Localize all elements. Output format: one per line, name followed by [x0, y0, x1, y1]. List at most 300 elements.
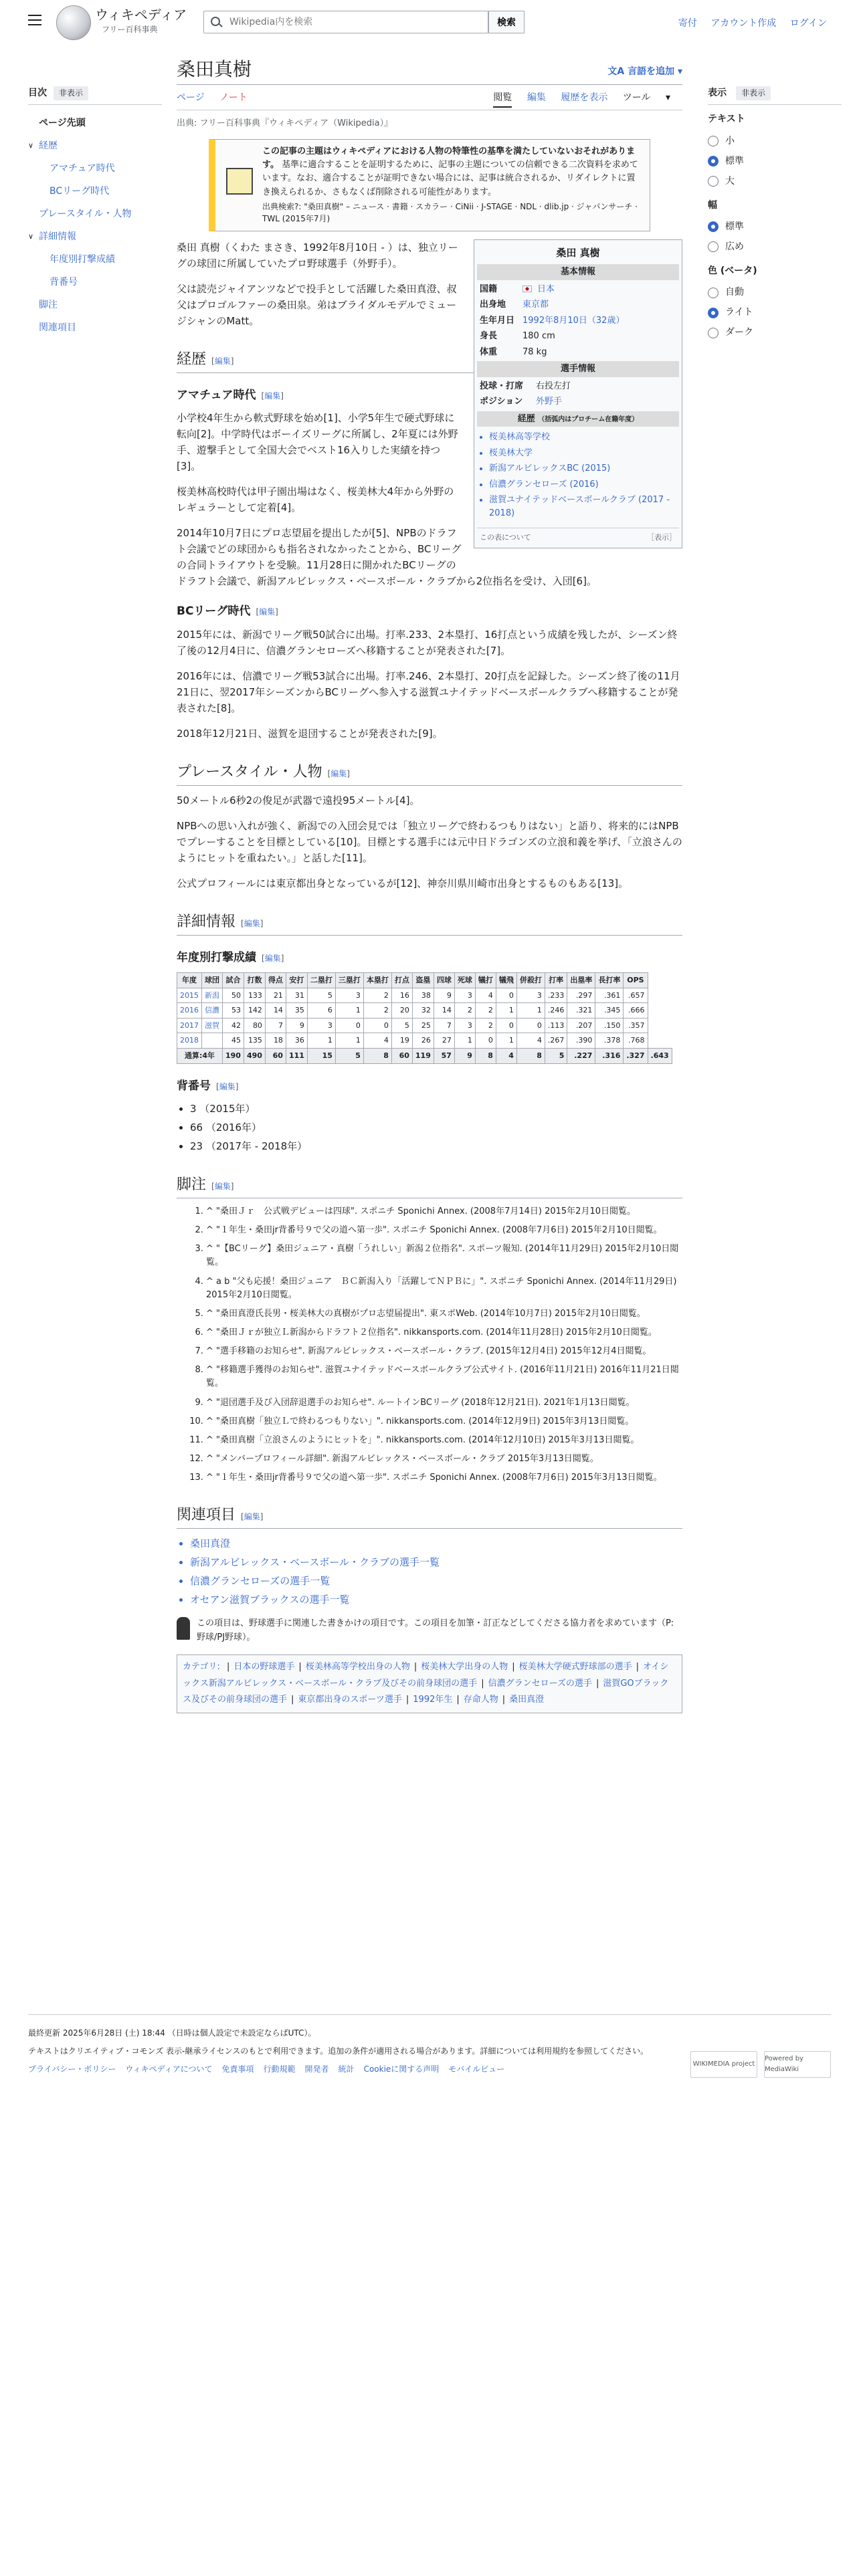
- table-header-cell: 三塁打: [335, 973, 363, 988]
- logo-subtitle: フリー百科事典: [102, 25, 158, 34]
- table-header-cell: 試合: [223, 973, 244, 988]
- related-link[interactable]: • 桑田真澄: [190, 1535, 682, 1551]
- table-cell: 3: [454, 988, 475, 1003]
- reference-list: [177, 1205, 682, 1485]
- table-cell: .267: [545, 1033, 567, 1049]
- table-cell: 1: [307, 1033, 335, 1049]
- table-cell: 1: [496, 1033, 516, 1049]
- list-item: • 66 （2016年）: [190, 1119, 682, 1136]
- table-cell: 38: [412, 988, 434, 1003]
- table-cell: .233: [545, 988, 567, 1003]
- table-cell: .390: [567, 1033, 595, 1049]
- table-cell: 27: [434, 1033, 454, 1049]
- main-content: [177, 58, 682, 1713]
- table-cell: 3: [335, 988, 363, 1003]
- table-header-cell: 犠飛: [496, 973, 516, 988]
- footer-link[interactable]: 開発者: [304, 2064, 329, 2074]
- search-button[interactable]: 検索: [488, 11, 524, 33]
- table-cell: 1: [454, 1033, 475, 1049]
- footer-link[interactable]: モバイルビュー: [448, 2064, 505, 2074]
- toc-item[interactable]: ∨ 経歴: [28, 134, 162, 157]
- toc-item[interactable]: プレースタイル・人物: [39, 209, 132, 220]
- table-cell: 16: [391, 988, 412, 1003]
- appearance-panel: [708, 86, 842, 343]
- category-link[interactable]: 桑田真澄: [509, 1695, 545, 1705]
- text-size-group: [708, 112, 842, 191]
- table-cell: 25: [412, 1018, 434, 1033]
- separator: |: [405, 1695, 409, 1705]
- table-cell[interactable]: 信濃: [202, 1003, 223, 1018]
- separator: |: [502, 1695, 506, 1705]
- category-link[interactable]: 滋賀GOブラックス及びその前身球団の選手: [183, 1678, 669, 1705]
- table-cell: 0: [475, 1033, 496, 1049]
- notability-notice: [209, 139, 650, 231]
- table-cell: .643: [648, 1049, 672, 1064]
- tab-talk[interactable]: ノート: [219, 92, 248, 104]
- heading-career: 経歴 [編集]: [177, 348, 682, 373]
- separator: |: [298, 1662, 302, 1673]
- table-cell: 0: [363, 1018, 391, 1033]
- add-language-button[interactable]: 文A 言語を追加 ▾: [607, 66, 682, 77]
- table-row: [177, 1003, 672, 1018]
- chevron-down-icon[interactable]: ∨: [28, 141, 34, 150]
- table-header-cell: OPS: [624, 973, 648, 988]
- notice-icon: [226, 168, 253, 195]
- table-cell: 4: [475, 988, 496, 1003]
- reference-item[interactable]: 1. ^ "桑田Ｊｒ 公式戦デビューは四球". スポニチ Sponichi Annex. (2008年7月14日) 2015年2月10日閲覧。: [206, 1205, 682, 1218]
- table-cell: 5: [307, 988, 335, 1003]
- table-cell: 45: [223, 1033, 244, 1049]
- related-link[interactable]: • 新潟アルビレックス・ベースボール・クラブの選手一覧: [190, 1554, 682, 1570]
- text-size-label: テキスト: [708, 114, 745, 125]
- category-link[interactable]: 桜美林高等学校出身の人物: [305, 1662, 410, 1673]
- translate-icon: 文A: [607, 66, 628, 77]
- table-cell: 1: [496, 1003, 516, 1018]
- heading-details: 詳細情報 [編集]: [177, 910, 682, 936]
- search-box: [203, 11, 488, 33]
- table-header-cell: 出塁率: [567, 973, 595, 988]
- heading-uniform-number: 背番号 [編集]: [177, 1079, 239, 1093]
- table-cell: 4: [363, 1033, 391, 1049]
- table-cell: 8: [516, 1049, 545, 1064]
- table-cell: 490: [244, 1049, 265, 1064]
- table-cell: 4: [516, 1033, 545, 1049]
- toc-title: 目次: [28, 88, 47, 98]
- radio-icon[interactable]: [708, 288, 719, 298]
- bc-paragraph-3: 2018年12月21日、滋賀を退団することが発表された[9]。: [177, 727, 443, 740]
- table-cell: 14: [265, 1003, 286, 1018]
- table-cell: 1: [335, 1003, 363, 1018]
- table-cell: 6: [307, 1003, 335, 1018]
- table-cell: 35: [286, 1003, 307, 1018]
- separator: |: [413, 1662, 417, 1673]
- tab-page[interactable]: ページ: [177, 92, 205, 104]
- table-header-cell: 年度: [177, 973, 202, 988]
- list-item[interactable]: • 信濃グランセローズ (2016): [489, 478, 676, 492]
- text-size-standard[interactable]: 標準: [708, 151, 842, 171]
- table-header-cell: 四球: [434, 973, 454, 988]
- toc-item[interactable]: BCリーグ時代: [50, 186, 110, 197]
- table-cell: 21: [265, 988, 286, 1003]
- infobox-title: 桑田 真樹: [556, 246, 600, 259]
- table-cell[interactable]: 2016: [177, 1003, 202, 1018]
- color-group: [708, 263, 842, 342]
- license-text: テキストはクリエイティブ・コモンズ 表示-継承ライセンスのもとで利用できます。追加の条件が適用される場合があります。詳細については利用規約を参照してください。: [28, 2046, 649, 2056]
- separator: |: [291, 1695, 294, 1705]
- reference-item[interactable]: 13. ^ "１年生・桑田jr背番号９で父の道へ第一歩". スポニチ Sponichi Annex. (2008年7月6日) 2015年3月13日閲覧。: [206, 1471, 682, 1485]
- main-menu-icon[interactable]: [28, 15, 41, 25]
- infobox-about-link[interactable]: この表について: [480, 533, 531, 542]
- table-cell: 2: [475, 1018, 496, 1033]
- width-group: [708, 198, 842, 257]
- color-dark[interactable]: ダーク: [708, 323, 842, 343]
- table-header-cell: 併殺打: [516, 973, 545, 988]
- table-header-cell: 打点: [391, 973, 412, 988]
- table-cell: 0: [516, 1018, 545, 1033]
- category-link[interactable]: 東京都出身のスポーツ選手: [298, 1695, 402, 1705]
- table-cell: 7: [265, 1018, 286, 1033]
- mediawiki-badge[interactable]: Powered by MediaWiki: [764, 2051, 831, 2078]
- tab-history[interactable]: 履歴を表示: [561, 92, 608, 104]
- table-cell: 5: [335, 1049, 363, 1064]
- table-cell: 111: [286, 1049, 307, 1064]
- infobox-career-list: [477, 428, 679, 525]
- radio-selected-icon[interactable]: [708, 308, 719, 318]
- table-cell: .378: [595, 1033, 624, 1049]
- amateur-paragraph-1: 小学校4年生から軟式野球を始め[1]、小学5年生で硬式野球に転向[2]。中学時代はボーイズリーグに所属し、2年夏には外野手、遊撃手として全国大会でベスト16入りした実績を持つ[3]。: [177, 412, 458, 473]
- text-size-large[interactable]: 大: [708, 171, 842, 191]
- radio-icon[interactable]: [708, 328, 719, 338]
- table-cell: .321: [567, 1003, 595, 1018]
- table-cell: .357: [624, 1018, 648, 1033]
- table-of-contents: [28, 86, 162, 339]
- table-cell: 20: [391, 1003, 412, 1018]
- reference-item[interactable]: 7. ^ "選手移籍のお知らせ". 新潟アルビレックス・ベースボール・クラブ. (2015年12月4日) 2015年12月4日閲覧。: [206, 1345, 682, 1358]
- category-link[interactable]: 日本の野球選手: [233, 1662, 295, 1673]
- reference-item[interactable]: 5. ^ "桑田真澄氏長男・桜美林大の真樹がプロ志望届提出". 東スポWeb. (2014年10月7日) 2015年2月10日閲覧。: [206, 1307, 682, 1321]
- tab-edit[interactable]: 編集: [527, 92, 546, 104]
- heading-bc-league: BCリーグ時代 [編集]: [177, 605, 278, 619]
- table-cell: .316: [595, 1049, 624, 1064]
- table-cell[interactable]: 新潟: [202, 988, 223, 1003]
- table-cell: .361: [595, 988, 624, 1003]
- heading-notes: 脚注 [編集]: [177, 1173, 682, 1198]
- table-cell: 36: [286, 1033, 307, 1049]
- bc-paragraph-1: 2015年には、新潟でリーグ戦50試合に出場。打率.233、2本塁打、16打点という成績を残したが、シーズン終了後の12月4日に、信濃グランセローズへ移籍することが発表された[7]。: [177, 628, 678, 657]
- reference-item[interactable]: 11. ^ "桑田真樹「立浪さんのようにヒットを」". nikkansports.com. (2014年12月10日) 2015年3月13日閲覧。: [206, 1434, 682, 1447]
- table-row-total: [177, 1049, 672, 1064]
- toc-item[interactable]: ∨ 詳細情報: [28, 225, 162, 248]
- appearance-title: 表示: [708, 88, 727, 98]
- donate-link[interactable]: 寄付: [678, 18, 697, 29]
- table-cell: 42: [223, 1018, 244, 1033]
- stub-notice: この項目は、野球選手に関連した書きかけの項目です。この項目を加筆・訂正などしてくださる協力者を求めています（P:野球/PJ野球）。: [177, 1617, 682, 1645]
- notice-text: 基準に適合することを証明するために、記事の主題についての信頼できる二次資料を求めています。なお、適合することが証明できない場合には、記事は統合されるか、リダイレクトに置き換えられるか、さもなくば削除される可能性があります。: [262, 160, 638, 197]
- list-item: • 23 （2017年 - 2018年）: [190, 1138, 682, 1154]
- table-cell: 14: [434, 1003, 454, 1018]
- radio-icon[interactable]: [708, 176, 719, 187]
- footer-link[interactable]: ウィキペディアについて: [125, 2064, 213, 2074]
- heading-amateur: アマチュア時代 [編集]: [177, 389, 284, 403]
- width-wide[interactable]: 広め: [708, 237, 842, 257]
- heading-batting-stats: 年度別打撃成績 [編集]: [177, 950, 284, 964]
- infobox: 桑田 真樹 基本情報 国籍 日本 出身地 東京都 生年月日 1992年8月10日（32歳） 身長 180 cm 体重 78 kg 選手情報 投球・打席 右投左打 ポジション 外野手 経歴 （括弧内はプロチーム在籍年度） • 桜美林高等学校 • 桜美林大学 • 新潟アルビレックスBC (2015) • 信濃グランセローズ (2016) • 滋賀ユナイテッドベースボールクラブ (2017 - 2018) この表について ［表示］: [474, 239, 682, 548]
- reference-item[interactable]: 9. ^ "退団選手及び入団辞退選手のお知らせ". ルートインBCリーグ (2018年12月21日). 2021年1月13日閲覧。: [206, 1396, 682, 1410]
- intro-paragraph-2: 父は読売ジャイアンツなどで投手として活躍した桑田真澄、叔父はプロゴルファーの桑田泉。弟はブライダルモデルでミュージシャンのMatt。: [177, 282, 457, 327]
- separator: |: [456, 1695, 460, 1705]
- table-header-cell: 得点: [265, 973, 286, 988]
- separator: |: [481, 1678, 484, 1689]
- table-header-cell: 長打率: [595, 973, 624, 988]
- amateur-paragraph-3: 2014年10月7日にプロ志望届を提出したが[5]、NPBのドラフト会議でどの球団からも指名されなかったことから、BCリーグの合同トライアウトを受験。11月28日に開かれたBCリーグのドラフト会議で、新潟アルビレックス・ベースボール・クラブから2位指名を受け、入団[6]。: [177, 527, 597, 588]
- table-header-cell: 死球: [454, 973, 475, 988]
- create-account-link[interactable]: アカウント作成: [710, 18, 777, 29]
- footer-link[interactable]: 統計: [338, 2064, 355, 2074]
- search-input[interactable]: [228, 14, 449, 30]
- search-icon: [211, 17, 220, 26]
- bc-paragraph-2: 2016年には、信濃でリーグ戦53試合に出場。打率.246、2本塁打、20打点を記録した。シーズン終了後の11月21日に、翌2017年シーズンからBCリーグへ参入する滋賀ユナイテッドベースボールクラブへ移籍することが発表された[8]。: [177, 669, 680, 714]
- heading-play-style: プレースタイル・人物 [編集]: [177, 760, 682, 786]
- table-cell: .207: [567, 1018, 595, 1033]
- table-cell: 9: [434, 988, 454, 1003]
- reference-item[interactable]: 12. ^ "メンバープロフィール詳細". 新潟アルビレックス・ベースボール・クラブ 2015年3月13日閲覧。: [206, 1453, 682, 1466]
- notice-heading: この記事の主題はウィキペディアにおける人物の特筆性の基準を満たしていないおそれがあります。: [262, 146, 636, 171]
- table-header-cell: 打数: [244, 973, 265, 988]
- page-source-note: 出典: フリー百科事典『ウィキペディア（Wikipedia）』: [177, 118, 393, 129]
- table-cell: 5: [545, 1049, 567, 1064]
- table-cell: 60: [265, 1049, 286, 1064]
- footer-link[interactable]: 行動規範: [263, 2064, 296, 2074]
- table-cell: 26: [412, 1033, 434, 1049]
- edit-link[interactable]: 編集: [244, 1512, 260, 1522]
- edit-link[interactable]: 編集: [330, 768, 347, 778]
- user-links: [668, 16, 827, 31]
- toc-item[interactable]: ページ先頭: [39, 118, 86, 129]
- infobox-section-career: 経歴 （括弧内はプロチーム在籍年度）: [477, 411, 679, 427]
- infobox-section-player: 選手情報: [477, 361, 679, 377]
- table-cell: 18: [265, 1033, 286, 1049]
- page-tabs: [177, 90, 682, 110]
- last-updated: 最終更新 2025年6月28日 (土) 18:44 （日時は個人設定で未設定ならばUTC）。: [28, 2028, 316, 2038]
- width-standard[interactable]: 標準: [708, 217, 842, 237]
- table-cell: 0: [335, 1018, 363, 1033]
- radio-selected-icon[interactable]: [708, 156, 719, 167]
- toc-hide-button[interactable]: 非表示: [54, 86, 88, 100]
- style-paragraph-2: NPBへの思い入れが強く、新潟での入団会見では「独立リーグで終わるつもりはない」と語り、将来的にはNPBでプレーすることを目標としている[10]。目標とする選手には元中日ドラゴンズの立浪和義を挙げ、「立浪さんのようにヒットを重ねたい。」と話した[11]。: [177, 819, 682, 864]
- table-cell: 190: [223, 1049, 244, 1064]
- table-cell[interactable]: [202, 1033, 223, 1049]
- reference-item[interactable]: 8. ^ "移籍選手獲得のお知らせ". 滋賀ユナイテッドベースボールクラブ公式サイト. (2016年11月21日) 2016年11月21日閲覧。: [206, 1364, 682, 1390]
- reference-item[interactable]: 10. ^ "桑田真樹「独立Ｌで終わるつもりない」". nikkansports.com. (2014年12月9日) 2015年3月13日閲覧。: [206, 1415, 682, 1428]
- table-cell: 60: [391, 1049, 412, 1064]
- table-cell: 8: [475, 1049, 496, 1064]
- radio-icon[interactable]: [708, 241, 719, 252]
- edit-link[interactable]: 編集: [244, 918, 260, 928]
- table-cell: .768: [624, 1033, 648, 1049]
- categories-label[interactable]: カテゴリ:: [183, 1662, 220, 1673]
- related-link[interactable]: • オセアン滋賀ブラックスの選手一覧: [190, 1592, 682, 1608]
- category-box: [177, 1654, 682, 1713]
- table-cell: 3: [516, 988, 545, 1003]
- table-cell: 5: [391, 1018, 412, 1033]
- category-link[interactable]: 信濃グランセローズの選手: [488, 1678, 592, 1689]
- table-cell: .246: [545, 1003, 567, 1018]
- footer-link[interactable]: 免責事項: [221, 2064, 254, 2074]
- edit-link[interactable]: 編集: [214, 356, 231, 366]
- batting-stats-table: [177, 972, 672, 1064]
- amateur-paragraph-2: 桜美林高校時代は甲子園出場はなく、桜美林大4年から外野のレギュラーとして定着[4]。: [177, 486, 454, 514]
- table-cell: 9: [286, 1018, 307, 1033]
- category-link[interactable]: 桜美林大学出身の人物: [421, 1662, 508, 1673]
- table-cell: 3: [454, 1018, 475, 1033]
- tab-tools[interactable]: ツール ▾: [622, 92, 670, 104]
- table-cell[interactable]: 滋賀: [202, 1018, 223, 1033]
- category-link[interactable]: 桜美林大学硬式野球部の選手: [518, 1662, 632, 1673]
- table-header-cell: 本塁打: [363, 973, 391, 988]
- table-cell: 135: [244, 1033, 265, 1049]
- separator: |: [636, 1662, 640, 1673]
- style-paragraph-1: 50メートル6秒2の俊足が武器で遠投95メートル[4]。: [177, 794, 420, 807]
- edit-link[interactable]: 編集: [214, 1181, 231, 1191]
- table-cell: .227: [567, 1049, 595, 1064]
- related-list: [177, 1535, 682, 1608]
- toc-item[interactable]: 脚注: [39, 300, 58, 311]
- wikipedia-logo-icon[interactable]: [56, 5, 91, 40]
- uniform-number-list: [177, 1101, 682, 1154]
- reference-item[interactable]: 2. ^ "１年生・桑田jr背番号９で父の道へ第一歩". スポニチ Sponichi Annex. (2008年7月6日) 2015年2月10日閲覧。: [206, 1224, 682, 1237]
- table-header-cell: 盗塁: [412, 973, 434, 988]
- list-item[interactable]: • 新潟アルビレックスBC (2015): [489, 462, 676, 475]
- table-header-cell: 球団: [202, 973, 223, 988]
- table-cell: 119: [412, 1049, 434, 1064]
- table-cell: 19: [391, 1033, 412, 1049]
- separator: |: [595, 1678, 599, 1689]
- login-link[interactable]: ログイン: [789, 18, 827, 29]
- table-cell: .113: [545, 1018, 567, 1033]
- edit-link[interactable]: 編集: [259, 607, 276, 617]
- color-auto[interactable]: 自動: [708, 283, 842, 303]
- table-header-cell: 犠打: [475, 973, 496, 988]
- table-cell: 2: [454, 1003, 475, 1018]
- page-title: 桑田真樹: [177, 58, 252, 80]
- edit-link[interactable]: 編集: [264, 953, 281, 963]
- toc-item[interactable]: アマチュア時代: [50, 163, 115, 175]
- table-cell: 142: [244, 1003, 265, 1018]
- chevron-down-icon[interactable]: ∨: [28, 232, 34, 241]
- category-link[interactable]: オイシックス新潟アルビレックス・ベースボール・クラブ及びその前身球団の選手: [183, 1662, 669, 1689]
- footer-link[interactable]: プライバシー・ポリシー: [28, 2064, 116, 2074]
- table-cell[interactable]: 2017: [177, 1018, 202, 1033]
- width-label: 幅: [708, 199, 717, 211]
- color-label: 色 (ベータ): [708, 265, 757, 277]
- category-link[interactable]: 存命人物: [463, 1695, 498, 1705]
- table-cell: 7: [434, 1018, 454, 1033]
- table-header-cell: 安打: [286, 973, 307, 988]
- table-cell: 80: [244, 1018, 265, 1033]
- infobox-section-basic: 基本情報: [477, 264, 679, 280]
- toc-item[interactable]: 背番号: [50, 277, 78, 288]
- radio-selected-icon[interactable]: [708, 221, 719, 232]
- intro-paragraph-1: 桑田 真樹（くわた まさき、1992年8月10日 - ）は、独立リーグの球団に所属していたプロ野球選手（外野手）。: [177, 241, 458, 270]
- table-cell: 0: [496, 1018, 516, 1033]
- table-cell: 4: [496, 1049, 516, 1064]
- baseball-player-icon: [177, 1617, 190, 1640]
- logo-title[interactable]: ウィキペディア: [95, 7, 187, 23]
- heading-related: 関連項目 [編集]: [177, 1503, 682, 1529]
- table-cell: .150: [595, 1018, 624, 1033]
- wikimedia-badge[interactable]: WIKIMEDIA project: [690, 2051, 757, 2078]
- toc-item[interactable]: 関連項目: [39, 322, 76, 334]
- table-cell: 32: [412, 1003, 434, 1018]
- table-cell: 133: [244, 988, 265, 1003]
- style-paragraph-3: 公式プロフィールには東京都出身となっているが[12]、神奈川県川崎市出身とするものもある[13]。: [177, 877, 629, 889]
- table-cell: 8: [363, 1049, 391, 1064]
- site-header: [0, 0, 859, 47]
- table-cell: 0: [496, 988, 516, 1003]
- table-cell[interactable]: 2018: [177, 1033, 202, 1049]
- page-footer: [28, 2014, 831, 2082]
- edit-link[interactable]: 編集: [219, 1081, 235, 1091]
- notice-source-links[interactable]: 出典検索?: "桑田真樹" – ニュース · 書籍 · スカラー · CiNii · J-STAGE · NDL · dlib.jp · ジャパンサーチ · TWL (2015年7月): [262, 201, 638, 224]
- table-cell: .327: [624, 1049, 648, 1064]
- table-cell: 通算:4年: [177, 1049, 223, 1064]
- table-row: [177, 1018, 672, 1033]
- appearance-hide-button[interactable]: 非表示: [736, 86, 771, 100]
- tab-read[interactable]: 閲覧: [493, 92, 512, 108]
- color-light[interactable]: ライト: [708, 303, 842, 323]
- footer-link[interactable]: Cookieに関する声明: [363, 2064, 440, 2074]
- table-cell: 50: [223, 988, 244, 1003]
- text-size-small[interactable]: 小: [708, 131, 842, 151]
- table-header-cell: 二塁打: [307, 973, 335, 988]
- table-cell: 57: [434, 1049, 454, 1064]
- reference-item[interactable]: 6. ^ "桑田Ｊｒが独立Ｌ新潟からドラフト２位指名". nikkansports.com. (2014年11月28日) 2015年2月10日閲覧。: [206, 1326, 682, 1339]
- table-cell: 1: [335, 1033, 363, 1049]
- table-cell: 2: [363, 988, 391, 1003]
- list-item[interactable]: • 桜美林大学: [489, 447, 676, 460]
- table-cell: 2: [475, 1003, 496, 1018]
- table-header-cell: 打率: [545, 973, 567, 988]
- infobox-show-toggle[interactable]: ［表示］: [647, 533, 676, 542]
- list-item[interactable]: • 桜美林高等学校: [489, 431, 676, 444]
- table-cell: 1: [516, 1003, 545, 1018]
- reference-item[interactable]: 4. ^ a b "父も応援！桑田ジュニア ＢＣ新潟入り「活躍してＮＰＢに」". スポニチ Sponichi Annex. (2014年11月29日) 2015年2月10日閲覧。: [206, 1275, 682, 1302]
- toc-item[interactable]: 年度別打撃成績: [50, 254, 115, 265]
- separator: |: [512, 1662, 515, 1673]
- table-cell: 2: [363, 1003, 391, 1018]
- category-link[interactable]: 1992年生: [413, 1695, 453, 1705]
- list-item[interactable]: • 滋賀ユナイテッドベースボールクラブ (2017 - 2018): [489, 494, 676, 520]
- table-row: [177, 1033, 672, 1049]
- list-item: • 3 （2015年）: [190, 1101, 682, 1117]
- table-cell: .345: [595, 1003, 624, 1018]
- table-cell: 3: [307, 1018, 335, 1033]
- table-cell: 15: [307, 1049, 335, 1064]
- radio-icon[interactable]: [708, 136, 719, 146]
- table-cell: 9: [454, 1049, 475, 1064]
- edit-link[interactable]: 編集: [264, 391, 281, 401]
- reference-item[interactable]: 3. ^ "【BCリーグ】桑田ジュニア・真樹「うれしい」新潟２位指名". スポーツ報知. (2014年11月29日) 2015年2月10日閲覧。: [206, 1243, 682, 1269]
- related-link[interactable]: • 信濃グランセローズの選手一覧: [190, 1573, 682, 1589]
- table-cell: .657: [624, 988, 648, 1003]
- table-cell: 31: [286, 988, 307, 1003]
- table-cell: .666: [624, 1003, 648, 1018]
- table-cell: .297: [567, 988, 595, 1003]
- table-cell: 53: [223, 1003, 244, 1018]
- table-cell[interactable]: 2015: [177, 988, 202, 1003]
- table-row: [177, 988, 672, 1003]
- japan-flag-icon: [522, 286, 532, 292]
